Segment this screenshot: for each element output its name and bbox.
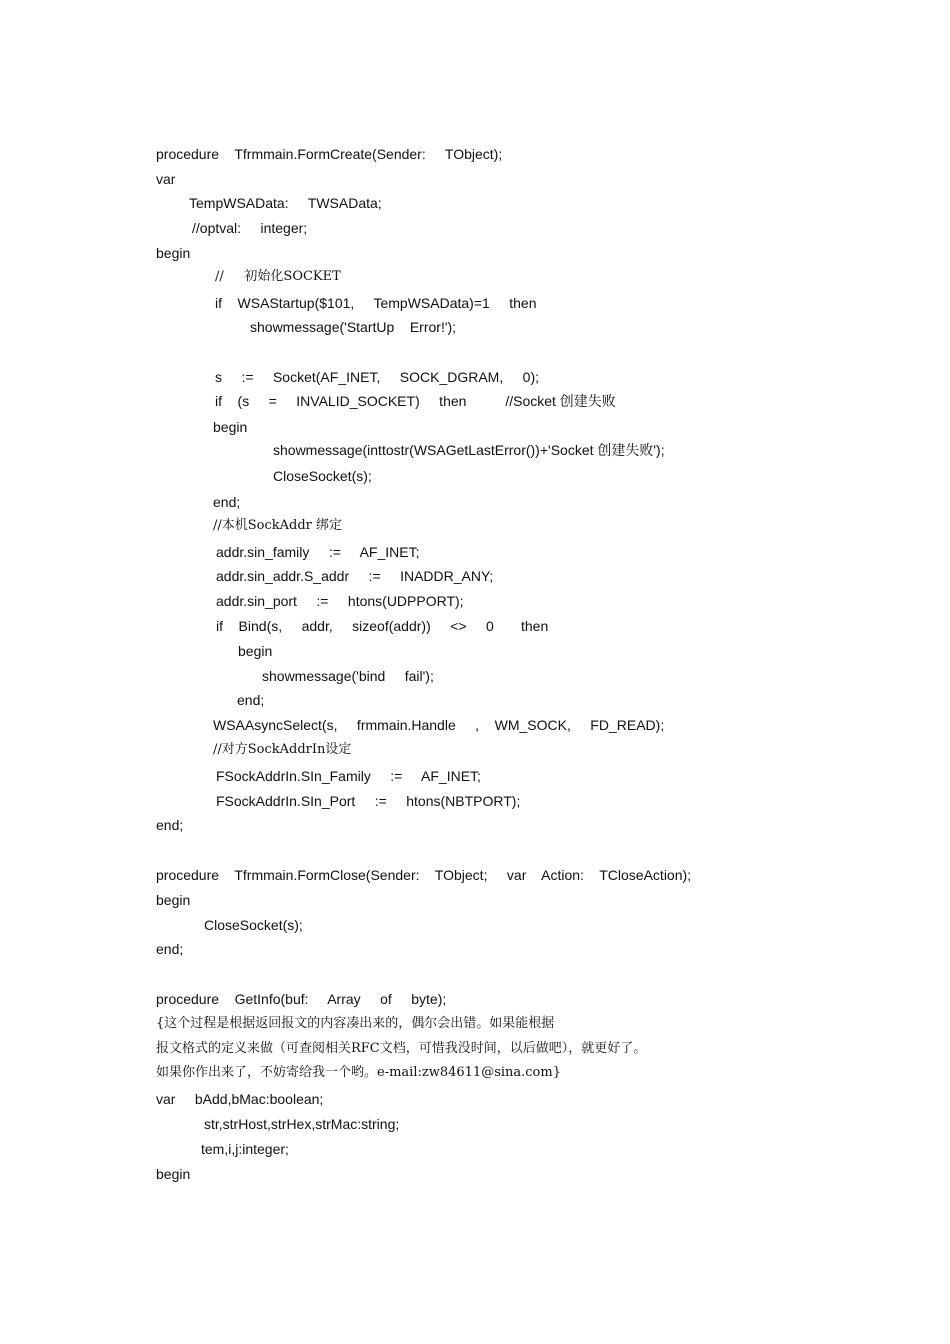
code-line-15: //本机SockAddr 绑定: [213, 518, 343, 533]
code-line-11: begin: [213, 419, 248, 435]
code-line-6: // 初始化SOCKET: [215, 269, 341, 284]
code-line-33: {这个过程是根据返回报文的内容凑出来的，偶尔会出错。如果能根据: [156, 1016, 555, 1031]
code-line-26: FSockAddrIn.SIn_Port := htons(NBTPORT);: [216, 793, 521, 809]
code-line-14: end;: [213, 494, 241, 510]
code-line-5: begin: [156, 245, 191, 261]
code-line-23: WSAAsyncSelect(s, frmmain.Handle , WM_SOCK, FD_READ);: [213, 717, 665, 733]
code-line-13: CloseSocket(s);: [273, 468, 372, 484]
code-line-35: 如果你作出来了，不妨寄给我一个哟。e-mail:zw84611@sina.com}: [156, 1065, 561, 1080]
code-line-2: var: [156, 171, 176, 187]
code-line-8: showmessage('StartUp Error!');: [250, 319, 457, 335]
code-line-10: if (s = INVALID_SOCKET) then //Socket 创建失败: [215, 393, 616, 409]
code-line-24: //对方SockAddrIn设定: [213, 742, 352, 757]
code-line-17: addr.sin_addr.S_addr := INADDR_ANY;: [216, 568, 494, 584]
code-line-7: if WSAStartup($101, TempWSAData)=1 then: [215, 295, 537, 311]
code-line-20: begin: [238, 643, 273, 659]
code-line-4: //optval: integer;: [192, 220, 308, 236]
code-line-9: s := Socket(AF_INET, SOCK_DGRAM, 0);: [215, 369, 540, 385]
code-line-31: end;: [156, 941, 184, 957]
code-line-16: addr.sin_family := AF_INET;: [216, 544, 420, 560]
code-line-34: 报文格式的定义来做（可查阅相关RFC文档，可惜我没时间，以后做吧），就更好了。: [156, 1041, 647, 1056]
code-line-28: procedure Tfrmmain.FormClose(Sender: TObject; var Action: TCloseAction);: [156, 867, 692, 883]
code-line-18: addr.sin_port := htons(UDPPORT);: [216, 593, 464, 609]
code-line-27: end;: [156, 817, 184, 833]
code-line-19: if Bind(s, addr, sizeof(addr)) <> 0 then: [216, 618, 549, 634]
code-line-29: begin: [156, 892, 191, 908]
code-line-3: TempWSAData: TWSAData;: [189, 195, 382, 211]
code-line-38: tem,i,j:integer;: [201, 1141, 289, 1157]
code-line-1: procedure Tfrmmain.FormCreate(Sender: TObject);: [156, 146, 503, 162]
code-line-39: begin: [156, 1166, 191, 1182]
code-line-37: str,strHost,strHex,strMac:string;: [204, 1116, 400, 1132]
code-line-36: var bAdd,bMac:boolean;: [156, 1091, 324, 1107]
code-line-30: CloseSocket(s);: [204, 917, 303, 933]
code-line-12: showmessage(inttostr(WSAGetLastError())+'Socket 创建失败');: [273, 442, 665, 458]
code-line-22: end;: [237, 692, 265, 708]
code-line-21: showmessage('bind fail');: [262, 668, 434, 684]
code-line-25: FSockAddrIn.SIn_Family := AF_INET;: [216, 768, 481, 784]
code-line-32: procedure GetInfo(buf: Array of byte);: [156, 991, 447, 1007]
